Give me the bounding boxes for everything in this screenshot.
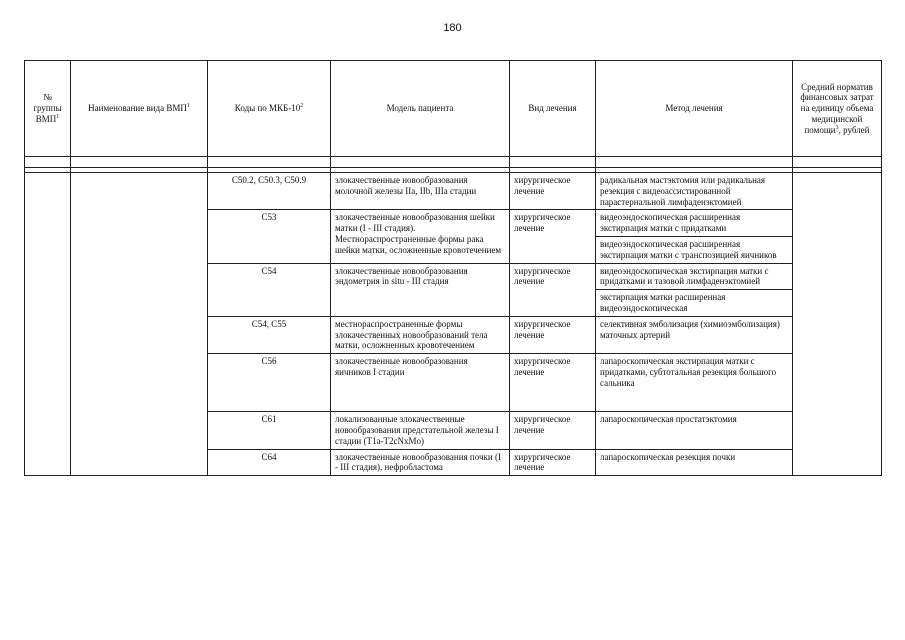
method-cell: радикальная мастэктомия или радикальная резекция с видеоассистированной парастернальной лимфаденэктомией [596, 173, 793, 210]
method-cell: экстирпация матки расширенная видеоэндоскопическая [596, 290, 793, 317]
method-cell: видеоэндоскопическая расширенная экстирпация матки с придатками [596, 210, 793, 237]
cost-cell [793, 173, 882, 476]
type-cell: хирургическое лечение [510, 449, 596, 476]
type-cell: хирургическое лечение [510, 412, 596, 449]
method-cell: лапароскопическая резекция почки [596, 449, 793, 476]
code-cell: C54, C55 [208, 316, 331, 353]
blank-row [25, 157, 882, 168]
model-cell: местнораспространенные формы злокачественных новообразований тела матки, осложненных кровотечением [331, 316, 510, 353]
type-cell: хирургическое лечение [510, 263, 596, 316]
model-cell: злокачественные новообразования шейки матки (I - III стадия). Местнораспространенные формы рака шейки матки, осложненные кровотечением [331, 210, 510, 263]
model-cell: злокачественные новообразования молочной железы IIa, IIb, IIIa стадии [331, 173, 510, 210]
type-cell: хирургическое лечение [510, 316, 596, 353]
name-cell [71, 173, 208, 476]
method-cell: видеоэндоскопическая экстирпация матки с придатками и тазовой лимфаденэктомией [596, 263, 793, 290]
model-cell: злокачественные новообразования почки (I - III стадия), нефробластома [331, 449, 510, 476]
header-method: Метод лечения [596, 61, 793, 157]
code-cell: C50.2, C50.3, C50.9 [208, 173, 331, 210]
header-row [25, 61, 882, 157]
method-cell: видеоэндоскопическая расширенная экстирпация матки с транспозицией яичников [596, 236, 793, 263]
header-model: Модель пациента [331, 61, 510, 157]
method-cell: лапароскопическая экстирпация матки с придатками, субтотальная резекция большого сальника [596, 354, 793, 412]
method-cell: селективная эмболизация (химиоэмболизация) маточных артерий [596, 316, 793, 353]
type-cell: хирургическое лечение [510, 210, 596, 263]
header-type: Вид лечения [510, 61, 596, 157]
code-cell: C61 [208, 412, 331, 449]
type-cell: хирургическое лечение [510, 354, 596, 412]
code-cell: C53 [208, 210, 331, 263]
code-cell: C64 [208, 449, 331, 476]
header-name: Наименование вида ВМП$^1$ [71, 61, 208, 157]
code-cell: C54 [208, 263, 331, 316]
page-number: 180 [443, 22, 462, 34]
model-cell: злокачественные новообразования эндометрия in situ - III стадия [331, 263, 510, 316]
group-cell [25, 173, 71, 476]
model-cell: локализованные злокачественные новообразования предстательной железы I стадии (T1a-T2cNxMo) [331, 412, 510, 449]
table-row [25, 173, 882, 210]
header-group: № группы ВМП$^1$ [25, 61, 71, 157]
model-cell: злокачественные новообразования яичников I стадии [331, 354, 510, 412]
type-cell: хирургическое лечение [510, 173, 596, 210]
header-cost: Средний норматив финансовых затрат на единицу объема медицинской помощи$^3$, рублей [793, 61, 882, 157]
code-cell: C56 [208, 354, 331, 412]
header-codes: Коды по МКБ-$10^2$ [208, 61, 331, 157]
vmp-table [24, 60, 882, 476]
method-cell: лапароскопическая простатэктомия [596, 412, 793, 449]
